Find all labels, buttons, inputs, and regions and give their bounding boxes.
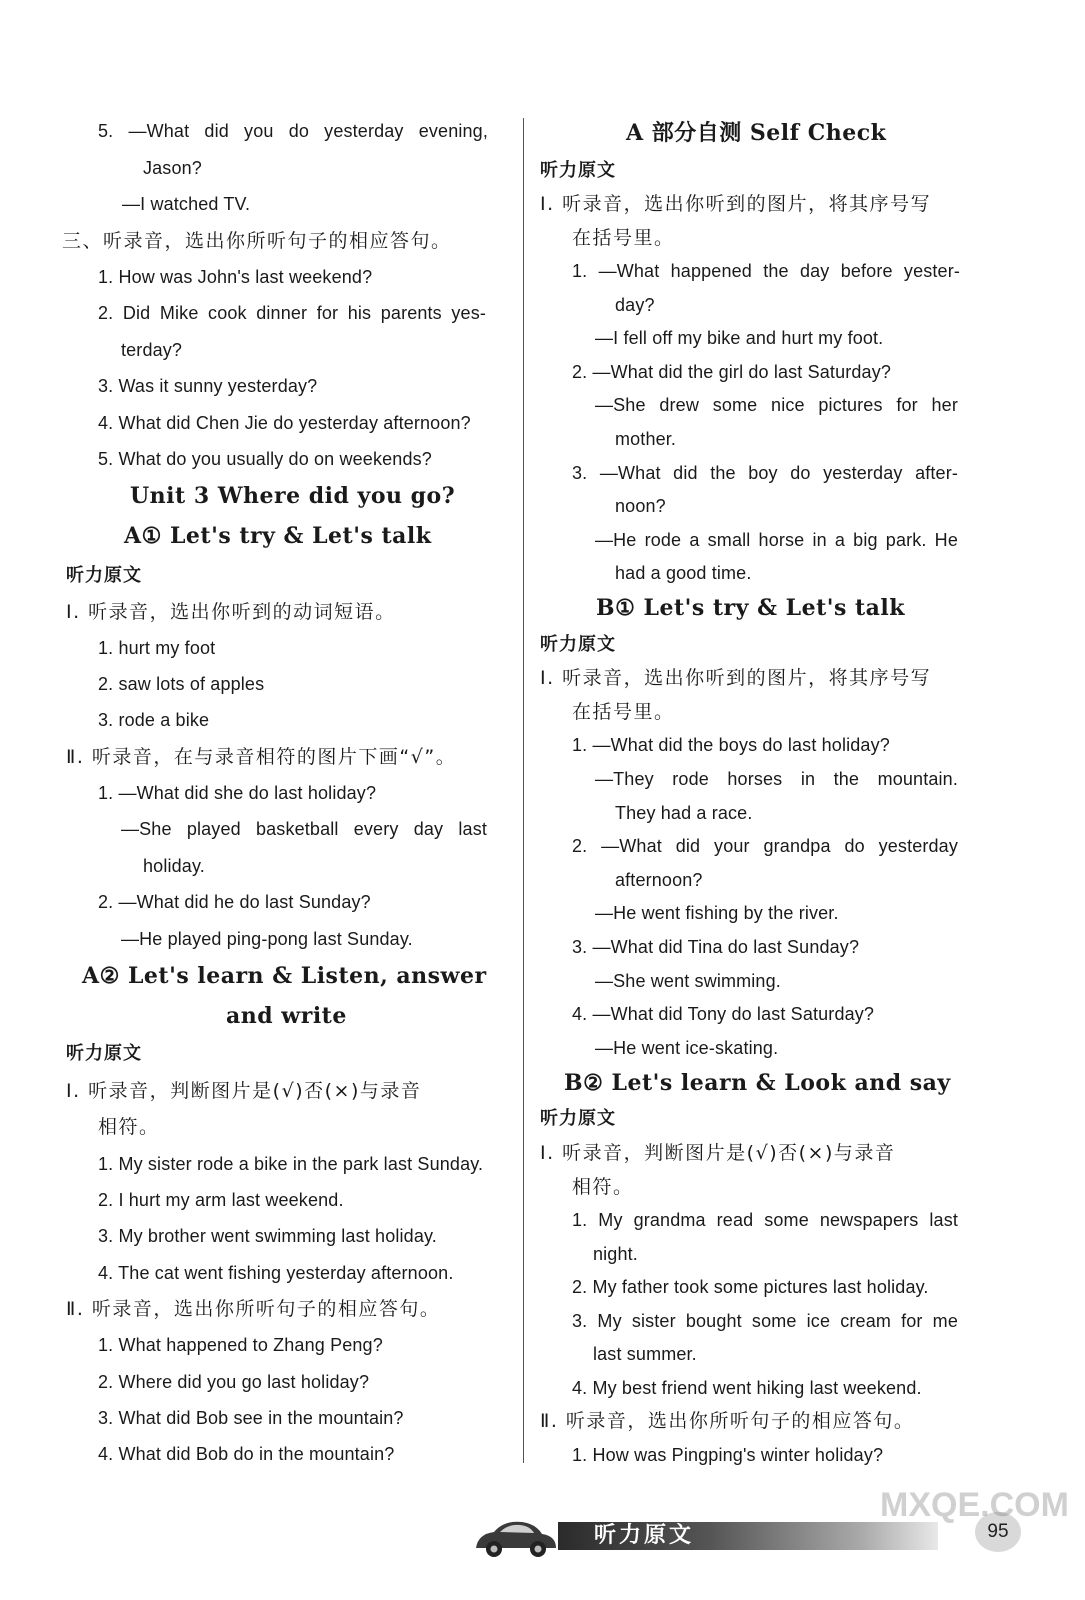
text-line: 2. —What did he do last Sunday?	[98, 892, 371, 912]
text-line: Ⅱ. 听录音，在与录音相符的图片下画“√”。	[66, 746, 457, 768]
text-line: They had a race.	[615, 803, 753, 823]
text-line: 4. The cat went fishing yesterday afternoon.	[98, 1263, 454, 1283]
text-line: Ⅱ. 听录音，选出你所听句子的相应答句。	[66, 1298, 441, 1320]
text-line: 1. —What happened the day before yester-	[572, 261, 960, 281]
text-line: 3. What did Bob see in the mountain?	[98, 1408, 404, 1428]
text-line: night.	[593, 1244, 638, 1264]
text-line: 1. How was Pingping's winter holiday?	[572, 1445, 884, 1465]
text-line: —She went swimming.	[595, 971, 781, 991]
page-footer	[470, 1486, 1085, 1568]
text-line: 4. What did Chen Jie do yesterday afternoon?	[98, 413, 471, 433]
text-line: noon?	[615, 496, 666, 516]
text-line: 5. —What did you do yesterday evening,	[98, 121, 488, 141]
section-label: 听力原文	[66, 1043, 142, 1064]
section-label: 听力原文	[66, 565, 142, 586]
section-label: 听力原文	[540, 160, 616, 181]
section-title: and write	[226, 1003, 347, 1029]
text-line: 3. Was it sunny yesterday?	[98, 376, 318, 396]
text-line: Ⅰ. 听录音，选出你听到的图片，将其序号写	[540, 667, 932, 689]
text-line: 相符。	[572, 1176, 634, 1198]
text-line: 1. My sister rode a bike in the park last Sunday.	[98, 1154, 484, 1174]
text-line: —I watched TV.	[122, 194, 251, 214]
text-line: 2. My father took some pictures last holiday.	[572, 1277, 929, 1297]
text-line: 1. —What did she do last holiday?	[98, 783, 377, 803]
text-line: mother.	[615, 429, 677, 449]
text-line: 2. Where did you go last holiday?	[98, 1372, 370, 1392]
text-line: —They rode horses in the mountain.	[595, 769, 958, 789]
text-line: Ⅱ. 听录音，选出你所听句子的相应答句。	[540, 1410, 915, 1432]
section-title: A 部分自测 Self Check	[626, 120, 887, 146]
footer-label: 听力原文	[594, 1523, 695, 1548]
text-line: 在括号里。	[572, 227, 675, 249]
text-line: terday?	[121, 340, 183, 360]
text-line: Ⅰ. 听录音，选出你听到的动词短语。	[66, 601, 396, 623]
text-line: —She drew some nice pictures for her	[595, 395, 958, 415]
text-line: 2. saw lots of apples	[98, 674, 265, 694]
text-line: 3. —What did the boy do yesterday after-	[572, 463, 958, 483]
text-line: 1. How was John's last weekend?	[98, 267, 373, 287]
text-line: 1. hurt my foot	[98, 638, 216, 658]
text-line: day?	[615, 295, 655, 315]
text-line: 1. —What did the boys do last holiday?	[572, 735, 890, 755]
section-title: Unit 3 Where did you go?	[130, 483, 456, 509]
text-line: —She played basketball every day last	[121, 819, 487, 839]
text-line: 2. Did Mike cook dinner for his parents yes-	[98, 303, 486, 323]
text-line: Ⅰ. 听录音，选出你听到的图片，将其序号写	[540, 193, 932, 215]
text-line: 4. What did Bob do in the mountain?	[98, 1444, 395, 1464]
text-line: 3. My brother went swimming last holiday.	[98, 1226, 437, 1246]
text-line: 1. My grandma read some newspapers last	[572, 1210, 958, 1230]
text-line: 1. What happened to Zhang Peng?	[98, 1335, 383, 1355]
section-label: 听力原文	[540, 634, 616, 655]
text-line: holiday.	[143, 856, 205, 876]
text-line: Ⅰ. 听录音，判断图片是(√)否(×)与录音	[540, 1142, 896, 1164]
section-title: A② Let's learn & Listen, answer	[82, 963, 487, 989]
text-line: 2. I hurt my arm last weekend.	[98, 1190, 344, 1210]
text-line: 2. —What did the girl do last Saturday?	[572, 362, 892, 382]
text-line: —I fell off my bike and hurt my foot.	[595, 328, 884, 348]
section-title: B① Let's try & Let's talk	[596, 595, 906, 621]
text-line: 2. —What did your grandpa do yesterday	[572, 836, 958, 856]
text-line: —He went fishing by the river.	[595, 903, 839, 923]
text-line: 3. —What did Tina do last Sunday?	[572, 937, 860, 957]
section-title: B② Let's learn & Look and say	[564, 1070, 951, 1096]
text-line: 在括号里。	[572, 701, 675, 723]
text-line: 4. —What did Tony do last Saturday?	[572, 1004, 875, 1024]
text-line: Jason?	[143, 158, 202, 178]
page-number: 95	[975, 1512, 1021, 1552]
text-line: Ⅰ. 听录音，判断图片是(√)否(×)与录音	[66, 1080, 422, 1102]
text-line: last summer.	[593, 1344, 697, 1364]
text-line: 三、听录音，选出你所听句子的相应答句。	[62, 230, 452, 252]
text-line: afternoon?	[615, 870, 703, 890]
text-line: —He went ice-skating.	[595, 1038, 779, 1058]
text-line: —He rode a small horse in a big park. He	[595, 530, 958, 550]
watermark: MXQE.COM	[880, 1486, 1069, 1524]
text-line: 5. What do you usually do on weekends?	[98, 449, 432, 469]
column-divider	[523, 118, 524, 1463]
text-line: 4. My best friend went hiking last weekend.	[572, 1378, 922, 1398]
text-line: had a good time.	[615, 563, 752, 583]
text-line: —He played ping-pong last Sunday.	[121, 929, 413, 949]
text-line: 3. rode a bike	[98, 710, 210, 730]
text-line: 3. My sister bought some ice cream for me	[572, 1311, 958, 1331]
text-line: 相符。	[98, 1116, 160, 1138]
section-label: 听力原文	[540, 1108, 616, 1129]
section-title: A① Let's try & Let's talk	[124, 523, 432, 549]
car-icon	[470, 1516, 560, 1560]
